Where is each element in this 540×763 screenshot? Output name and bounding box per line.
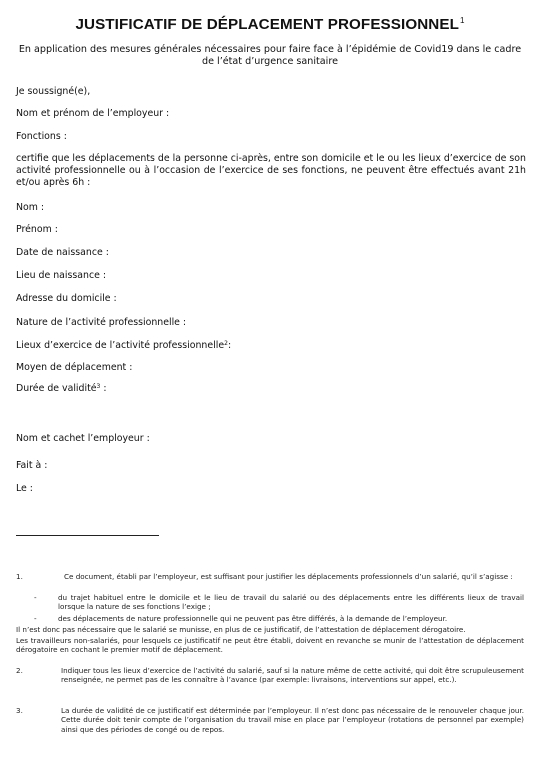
footnote-1-number: 1. bbox=[16, 572, 23, 581]
footnote-3-text: La durée de validité de ce justificatif est déterminée par l’employeur. Il n’est donc pas nécessaire de le renouveler chaque jour. Cette durée doit tenir compte de l’organisation du travail mise en place par l’employeur (rotations de personnel par exemple) ainsi que des périodes de congé ou de repos. bbox=[61, 706, 524, 734]
employer-name-field: Nom et prénom de l’employeur : bbox=[16, 108, 170, 119]
document-title bbox=[0, 16, 540, 33]
transport-field: Moyen de déplacement : bbox=[16, 362, 133, 373]
title-footnote-ref: 1 bbox=[459, 16, 465, 25]
birth-place-field: Lieu de naissance : bbox=[16, 270, 107, 281]
validity-label: Durée de validité bbox=[16, 383, 97, 394]
made-at-field: Fait à : bbox=[16, 460, 48, 471]
footnote-separator bbox=[16, 535, 159, 536]
footnote-1-note-a: Il n’est donc pas nécessaire que le salarié se munisse, en plus de ce justificatif, de l’attestation de déplacement dérogatoire. bbox=[16, 625, 466, 634]
activity-field: Nature de l’activité professionnelle : bbox=[16, 317, 187, 328]
footnote-2-number: 2. bbox=[16, 666, 23, 675]
footnote-3-number: 3. bbox=[16, 706, 23, 715]
workplaces-footnote-ref: 2 bbox=[224, 340, 228, 347]
address-field: Adresse du domicile : bbox=[16, 293, 117, 304]
footnote-2-text: Indiquer tous les lieux d’exercice de l’activité du salarié, sauf si la nature même de cette activité, qui doit être scrupuleusement renseignée, ne permet pas de les connaître à l’avance (par exemple: livraisons, interventions sur appel, etc.). bbox=[61, 666, 524, 685]
footnote-1-bullet-2: des déplacements de nature professionnelle qui ne peuvent pas être différés, à la demande de l’employeur. bbox=[58, 614, 448, 623]
birth-date-field: Date de naissance : bbox=[16, 247, 109, 258]
footnote-1-bullet-1: du trajet habituel entre le domicile et le lieu de travail du salarié ou des déplacements entre les différents lieux de travail lorsque la nature de ses fonctions l’exige ; bbox=[58, 593, 524, 612]
workplaces-label: Lieux d’exercice de l’activité professionnelle bbox=[16, 340, 225, 351]
validity-footnote-ref: 3 bbox=[96, 383, 101, 390]
footnote-1-note-b: Les travailleurs non-salariés, pour lesquels ce justificatif ne peut être établi, doivent en revanche se munir de l’attestation de déplacement dérogatoire en cochant le premier motif de déplacement. bbox=[16, 636, 524, 655]
footnote-1-text: Ce document, établi par l’employeur, est suffisant pour justifier les déplacements professionnels d’un salarié, qu’il s’agisse : bbox=[64, 572, 513, 581]
date-field: Le : bbox=[16, 483, 33, 494]
employer-stamp-field: Nom et cachet l’employeur : bbox=[16, 433, 150, 444]
footnote-1-bullet-1-dash: - bbox=[34, 593, 37, 602]
certification-paragraph: certifie que les déplacements de la personne ci-après, entre son domicile et le ou les lieux d’exercice de son activité professionnelle ou à l’occasion de l’exercice de ses fonctions, ne peuvent être effectués avant 21h et/ou après 6h : bbox=[16, 153, 526, 188]
workplaces-field bbox=[16, 340, 231, 351]
title-text: JUSTIFICATIF DE DÉPLACEMENT PROFESSIONNEL bbox=[75, 16, 459, 33]
workplaces-colon: : bbox=[227, 340, 232, 351]
first-name-field: Prénom : bbox=[16, 224, 58, 235]
footnote-1 bbox=[16, 572, 524, 642]
document-subtitle: En application des mesures générales nécessaires pour faire face à l’épidémie de Covid19 dans le cadre de l’état d’urgence sanitaire bbox=[18, 44, 522, 67]
validity-colon: : bbox=[100, 383, 107, 394]
functions-field: Fonctions : bbox=[16, 131, 67, 142]
last-name-field: Nom : bbox=[16, 202, 45, 213]
validity-field bbox=[16, 383, 107, 394]
footnote-1-bullet-2-dash: - bbox=[34, 614, 37, 623]
undersigned-label: Je soussigné(e), bbox=[16, 86, 91, 97]
